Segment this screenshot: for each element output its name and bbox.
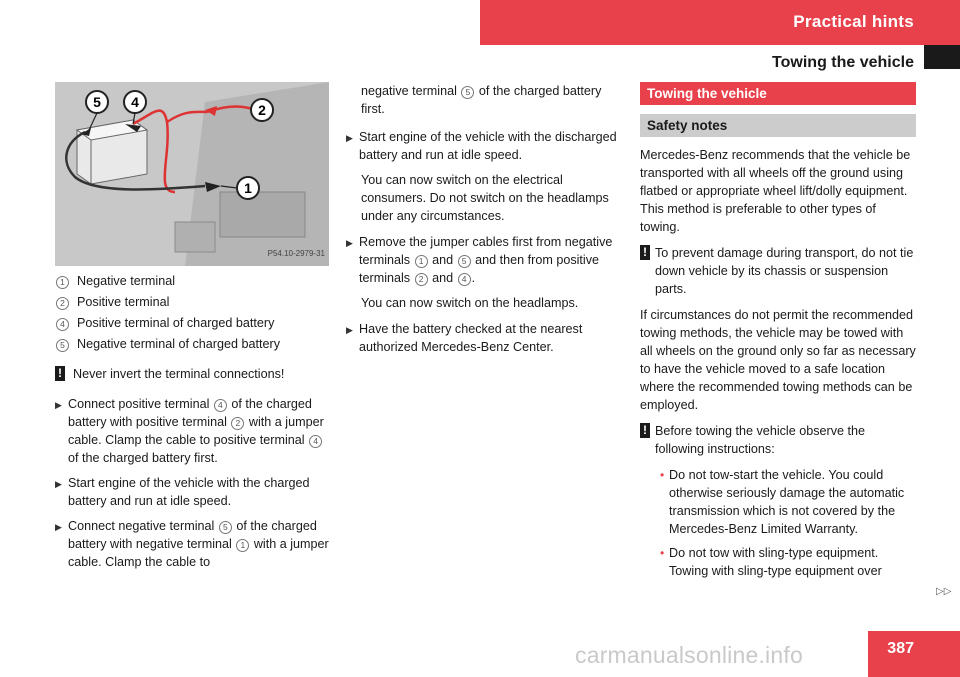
bullet-dot-icon: •	[660, 546, 665, 560]
section-heading: Towing the vehicle	[640, 82, 916, 105]
step-note: You can now switch on the electrical consumers. Do not switch on the headlamps under any circumstances.	[361, 173, 609, 223]
caution-note	[640, 244, 916, 298]
step-arrow-icon: ▶	[55, 479, 62, 489]
step-arrow-icon: ▶	[55, 400, 62, 410]
caution-note	[640, 422, 916, 458]
warning-icon: !	[640, 423, 650, 438]
figure-illustration	[55, 82, 329, 266]
caution-text: Before towing the vehicle observe the following instructions:	[655, 424, 866, 456]
svg-text:4: 4	[131, 94, 139, 110]
legend-list	[55, 272, 335, 353]
warning-icon: !	[640, 245, 650, 260]
svg-text:1: 1	[244, 180, 252, 196]
battery-jump-start-figure	[55, 82, 329, 266]
continue-icon: ▷▷	[936, 586, 952, 597]
svg-text:5: 5	[93, 94, 101, 110]
legend-item	[55, 314, 335, 332]
legend-number: 5	[56, 339, 69, 352]
column-3	[640, 82, 916, 586]
step-item: ▶ Connect negative terminal 5 of the charged battery with negative terminal 1 with a jumper cable. Clamp the cable to	[55, 519, 329, 569]
step-item: ▶ Connect positive terminal 4 of the charged battery with positive terminal 2 with a jumper cable. Clamp the cable to positive terminal 4 of the charged battery first.	[55, 397, 324, 465]
watermark: carmanualsonline.info	[575, 642, 803, 668]
paragraph: Mercedes-Benz recommends that the vehicle be transported with all wheels off the ground using flatbed or appropriate wheel lift/dolly equipment. This method is preferable to other types of towing.	[640, 148, 911, 234]
page-number: 387	[887, 640, 914, 657]
legend-item	[55, 335, 335, 353]
legend-text: Positive terminal	[77, 295, 170, 309]
column-2	[346, 82, 628, 363]
callout-2	[251, 99, 273, 121]
legend-number: 4	[56, 318, 69, 331]
step-item: ▶ Have the battery checked at the nearest authorized Mercedes-Benz Center.	[346, 322, 583, 354]
warning-icon: !	[55, 366, 65, 381]
page-tab-marker	[924, 45, 960, 69]
svg-text:2: 2	[258, 102, 266, 118]
bullet-item: • Do not tow with sling-type equipment. Towing with sling-type equipment over	[660, 546, 882, 578]
legend-text: Negative terminal	[77, 274, 175, 288]
warning-note	[55, 365, 335, 383]
step-arrow-icon: ▶	[346, 238, 353, 248]
figure-code: P54.10-2979-31	[267, 249, 325, 258]
step-item: ▶ Start engine of the vehicle with the discharged battery and run at idle speed.	[346, 130, 617, 162]
step-continuation: negative terminal 5 of the charged battery first.	[361, 84, 602, 116]
warning-text: Never invert the terminal connections!	[73, 367, 285, 381]
step-item: ▶ Start engine of the vehicle with the charged battery and run at idle speed.	[55, 476, 310, 508]
chapter-title: Towing the vehicle	[772, 54, 914, 71]
legend-text: Negative terminal of charged battery	[77, 337, 281, 351]
subsection-heading: Safety notes	[640, 114, 916, 137]
step-arrow-icon: ▶	[55, 522, 62, 532]
legend-number: 1	[56, 276, 69, 289]
paragraph: If circumstances do not permit the recommended towing methods, the vehicle may be towed with all wheels on the ground only so far as necessary to have the vehicle moved to a safe location where the recommended towing methods can be employed.	[640, 308, 916, 412]
page-number-box	[868, 631, 960, 677]
caution-text: To prevent damage during transport, do not tie down vehicle by its chassis or suspension parts.	[655, 246, 914, 296]
step-arrow-icon: ▶	[346, 133, 353, 143]
legend-item	[55, 293, 335, 311]
legend-item	[55, 272, 335, 290]
section-title: Practical hints	[793, 12, 914, 31]
bullet-dot-icon: •	[660, 468, 665, 482]
step-item: ▶ Remove the jumper cables first from negative terminals 1 and 5 and then from positive terminals 2 and 4 .	[346, 235, 613, 285]
legend-number: 2	[56, 297, 69, 310]
step-arrow-icon: ▶	[346, 325, 353, 335]
bullet-item: • Do not tow-start the vehicle. You could otherwise seriously damage the automatic transmission which is not covered by the Mercedes-Benz Limited Warranty.	[660, 468, 905, 536]
step-note: You can now switch on the headlamps.	[361, 296, 579, 310]
column-1	[55, 82, 335, 578]
legend-text: Positive terminal of charged battery	[77, 316, 275, 330]
